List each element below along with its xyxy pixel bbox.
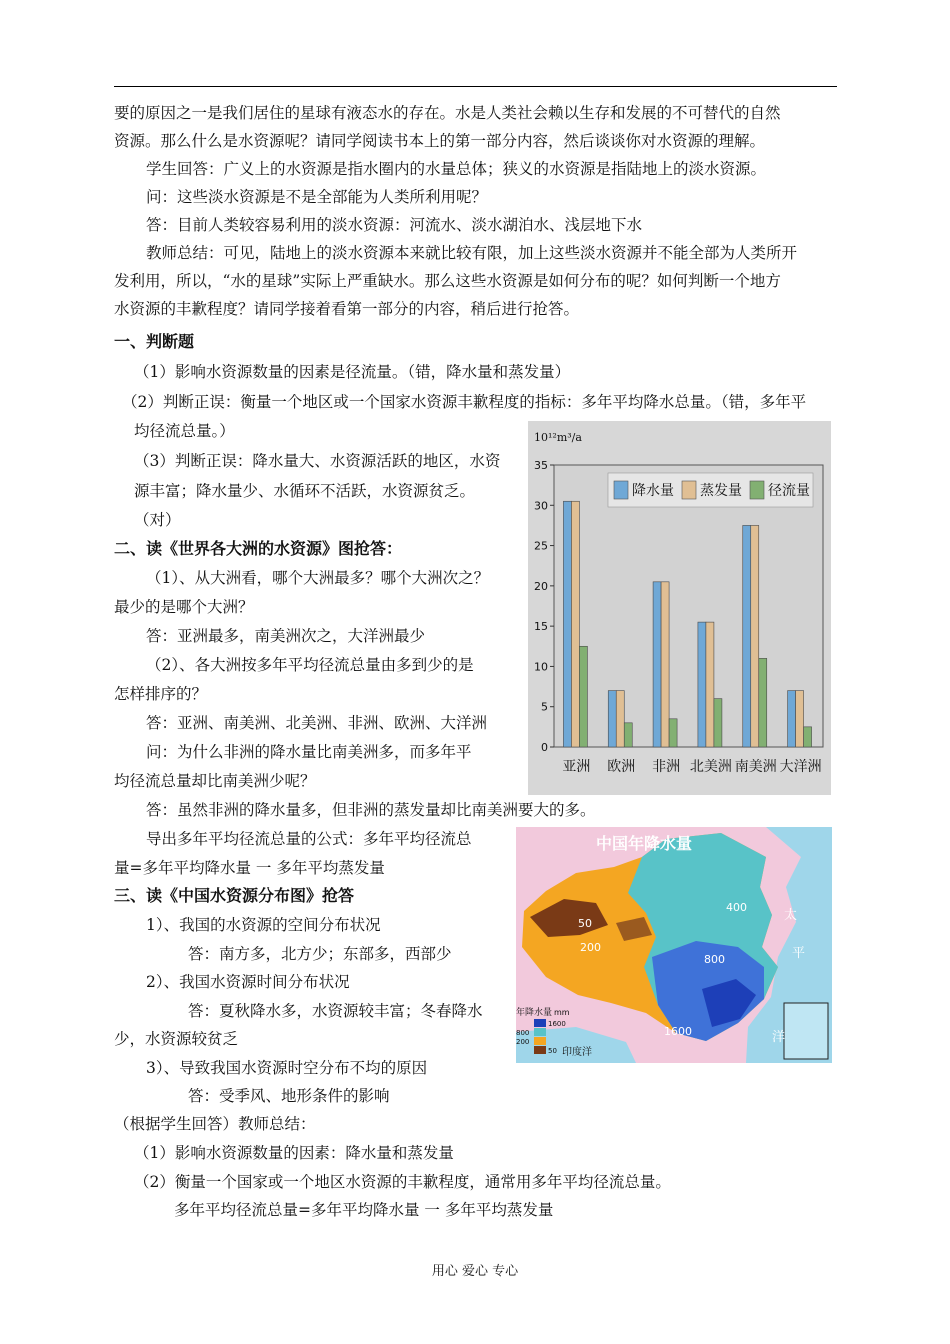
y-tick-label: 35	[534, 459, 548, 472]
s3-line-3: 2）、我国水资源时间分布状况	[146, 973, 350, 991]
legend-unit: mm	[554, 1008, 570, 1017]
contour-label-1600: 1600	[664, 1025, 692, 1038]
s2-line-4: （2）、各大洲按多年平均径流总量由多到少的是	[146, 656, 474, 674]
s1-line-3: 均径流总量。）	[134, 422, 235, 440]
legend-swatch-800	[534, 1028, 546, 1036]
y-tick-label: 15	[534, 620, 548, 634]
chart-legend	[608, 473, 813, 507]
legend-swatch-50	[534, 1046, 546, 1054]
legend-title: 年降水量	[516, 1008, 553, 1018]
section2-heading: 二、读《世界各大洲的水资源》图抢答：	[114, 539, 403, 558]
pacific-label-1: 太	[784, 908, 798, 923]
intro-line-7: 发利用，所以，“水的星球”实际上严重缺水。那么这些水资源是如何分布的呢？如何判断一个地方	[114, 272, 781, 290]
s2-line-6: 答：亚洲、南美洲、北美洲、非洲、欧洲、大洋洲	[146, 714, 488, 732]
legend-swatch-1600	[534, 1019, 546, 1027]
legend-value-800: 800	[516, 1029, 530, 1037]
x-category-label: 南美洲	[734, 759, 777, 775]
bar-降水量-非洲	[653, 582, 661, 747]
s3-line-7: 答：受季风、地形条件的影响	[188, 1087, 390, 1105]
s3-line-2: 答：南方多，北方少；东部多，西部少	[188, 945, 452, 963]
s3-line-6: 3）、导致我国水资源时空分布不均的原因	[146, 1059, 428, 1077]
contour-label-800: 800	[704, 953, 725, 966]
china-precipitation-map	[516, 827, 832, 1063]
x-category-label: 大洋洲	[779, 759, 822, 775]
x-category-label: 北美洲	[689, 759, 732, 775]
bar-径流量-亚洲	[579, 646, 587, 747]
bar-径流量-南美洲	[759, 658, 767, 747]
legend-swatch-降水量	[614, 481, 628, 499]
legend-swatch-200	[534, 1037, 546, 1045]
y-tick-label: 10	[534, 660, 548, 674]
s2-line-9: 答：虽然非洲的降水量多，但非洲的蒸发量却比南美洲要大的多。	[146, 801, 596, 819]
bar-蒸发量-亚洲	[571, 501, 579, 747]
legend-label-降水量: 降水量	[632, 483, 674, 499]
s1-line-6: （对）	[134, 511, 181, 529]
contour-label-200: 200	[580, 941, 601, 954]
x-category-label: 非洲	[652, 759, 681, 775]
bar-降水量-大洋洲	[788, 691, 796, 747]
s1-line-4: （3）判断正误：降水量大、水资源活跃的地区，水资	[134, 452, 501, 470]
bar-降水量-北美洲	[698, 622, 706, 747]
world-water-chart	[528, 421, 831, 795]
s3-line-4: 答：夏秋降水多，水资源较丰富；冬春降水	[188, 1002, 483, 1020]
s3-line-5: 少，水资源较贫乏	[114, 1030, 239, 1048]
s2-line-11: 量=多年平均降水量 一 多年平均蒸发量	[114, 859, 385, 877]
s2-line-2: 最少的是哪个大洲？	[114, 598, 254, 616]
page-footer: 用心 爱心 专心	[431, 1264, 519, 1279]
s3-line-1: 1）、我国的水资源的空间分布状况	[146, 916, 381, 934]
intro-line-4: 问：这些淡水资源是不是全部能为人类所利用呢？	[146, 188, 488, 206]
intro-line-3: 学生回答：广义上的水资源是指水圈内的水量总体；狭义的水资源是指陆地上的淡水资源。	[146, 160, 767, 178]
bar-蒸发量-北美洲	[706, 622, 714, 747]
intro-line-8: 水资源的丰歉程度？请同学接着看第一部分的内容，稍后进行抢答。	[114, 300, 580, 318]
y-tick-label: 30	[534, 499, 548, 513]
s3-line-9: （1）影响水资源数量的因素：降水量和蒸发量	[134, 1144, 454, 1162]
s2-line-7: 问：为什么非洲的降水量比南美洲多，而多年平	[146, 743, 472, 761]
legend-swatch-径流量	[750, 481, 764, 499]
bar-径流量-大洋洲	[804, 727, 812, 747]
legend-value-200: 200	[516, 1038, 530, 1046]
bar-降水量-欧洲	[608, 691, 616, 747]
s1-line-1: （1）影响水资源数量的因素是径流量。（错，降水量和蒸发量）	[134, 363, 571, 381]
pacific-label-2: 平	[792, 946, 806, 961]
intro-line-6: 教师总结：可见，陆地上的淡水资源本来就比较有限，加上这些淡水资源并不能全部为人类所开	[146, 244, 798, 262]
bar-蒸发量-大洋洲	[796, 691, 804, 747]
s3-line-11: 多年平均径流总量=多年平均降水量 一 多年平均蒸发量	[174, 1201, 554, 1219]
intro-line-2: 资源。那么什么是水资源呢？请同学阅读书本上的第一部分内容，然后谈谈你对水资源的理解。	[114, 132, 766, 150]
s3-line-10: （2）衡量一个国家或一个地区水资源的丰歉程度，通常用多年平均径流总量。	[134, 1173, 671, 1191]
s2-line-5: 怎样排序的？	[114, 685, 208, 703]
chart-unit-label: 10¹²m³/a	[534, 431, 582, 444]
south-sea-inset	[784, 1003, 828, 1059]
x-category-label: 欧洲	[607, 759, 636, 775]
contour-label-400: 400	[726, 901, 747, 914]
bar-降水量-亚洲	[563, 501, 571, 747]
s2-line-8: 均径流总量却比南美洲少呢？	[114, 772, 316, 790]
legend-value-1600: 1600	[548, 1020, 566, 1028]
legend-swatch-蒸发量	[682, 481, 696, 499]
header-rule	[114, 86, 837, 87]
s2-line-3: 答：亚洲最多，南美洲次之，大洋洲最少	[146, 627, 426, 645]
legend-value-50: 50	[548, 1047, 557, 1055]
intro-line-1: 要的原因之一是我们居住的星球有液态水的存在。水是人类社会赖以生存和发展的不可替代的自然	[114, 104, 781, 122]
s3-line-8: （根据学生回答）教师总结：	[114, 1115, 316, 1133]
bar-径流量-北美洲	[714, 699, 722, 747]
legend-label-蒸发量: 蒸发量	[700, 483, 742, 499]
section1-heading: 一、判断题	[114, 332, 195, 351]
bar-蒸发量-欧洲	[616, 691, 624, 747]
bar-蒸发量-南美洲	[751, 525, 759, 747]
bar-降水量-南美洲	[743, 525, 751, 747]
pacific-label-3: 洋	[772, 1030, 786, 1045]
section3-heading: 三、读《中国水资源分布图》抢答	[114, 886, 355, 905]
contour-label-50: 50	[578, 917, 592, 930]
y-tick-label: 25	[534, 539, 548, 553]
y-tick-label: 5	[541, 700, 548, 714]
bar-蒸发量-非洲	[661, 582, 669, 747]
y-tick-label: 20	[534, 579, 548, 593]
legend-label-径流量: 径流量	[768, 483, 810, 499]
x-category-label: 亚洲	[562, 759, 591, 775]
intro-line-5: 答：目前人类较容易利用的淡水资源：河流水、淡水湖泊水、浅层地下水	[146, 216, 643, 234]
s2-line-1: （1）、从大洲看，哪个大洲最多？哪个大洲次之？	[146, 569, 490, 587]
map-title: 中国年降水量	[596, 834, 693, 853]
s1-line-2: （2）判断正误：衡量一个地区或一个国家水资源丰歉程度的指标：多年平均降水总量。（错，多年平	[122, 393, 807, 411]
bar-径流量-欧洲	[624, 723, 632, 747]
y-tick-label: 0	[541, 741, 548, 754]
s1-line-5: 源丰富；降水量少、水循环不活跃，水资源贫乏。	[134, 482, 476, 500]
bar-径流量-非洲	[669, 719, 677, 747]
indian-ocean-label: 印度洋	[562, 1047, 592, 1058]
s2-line-10: 导出多年平均径流总量的公式：多年平均径流总	[146, 830, 472, 848]
